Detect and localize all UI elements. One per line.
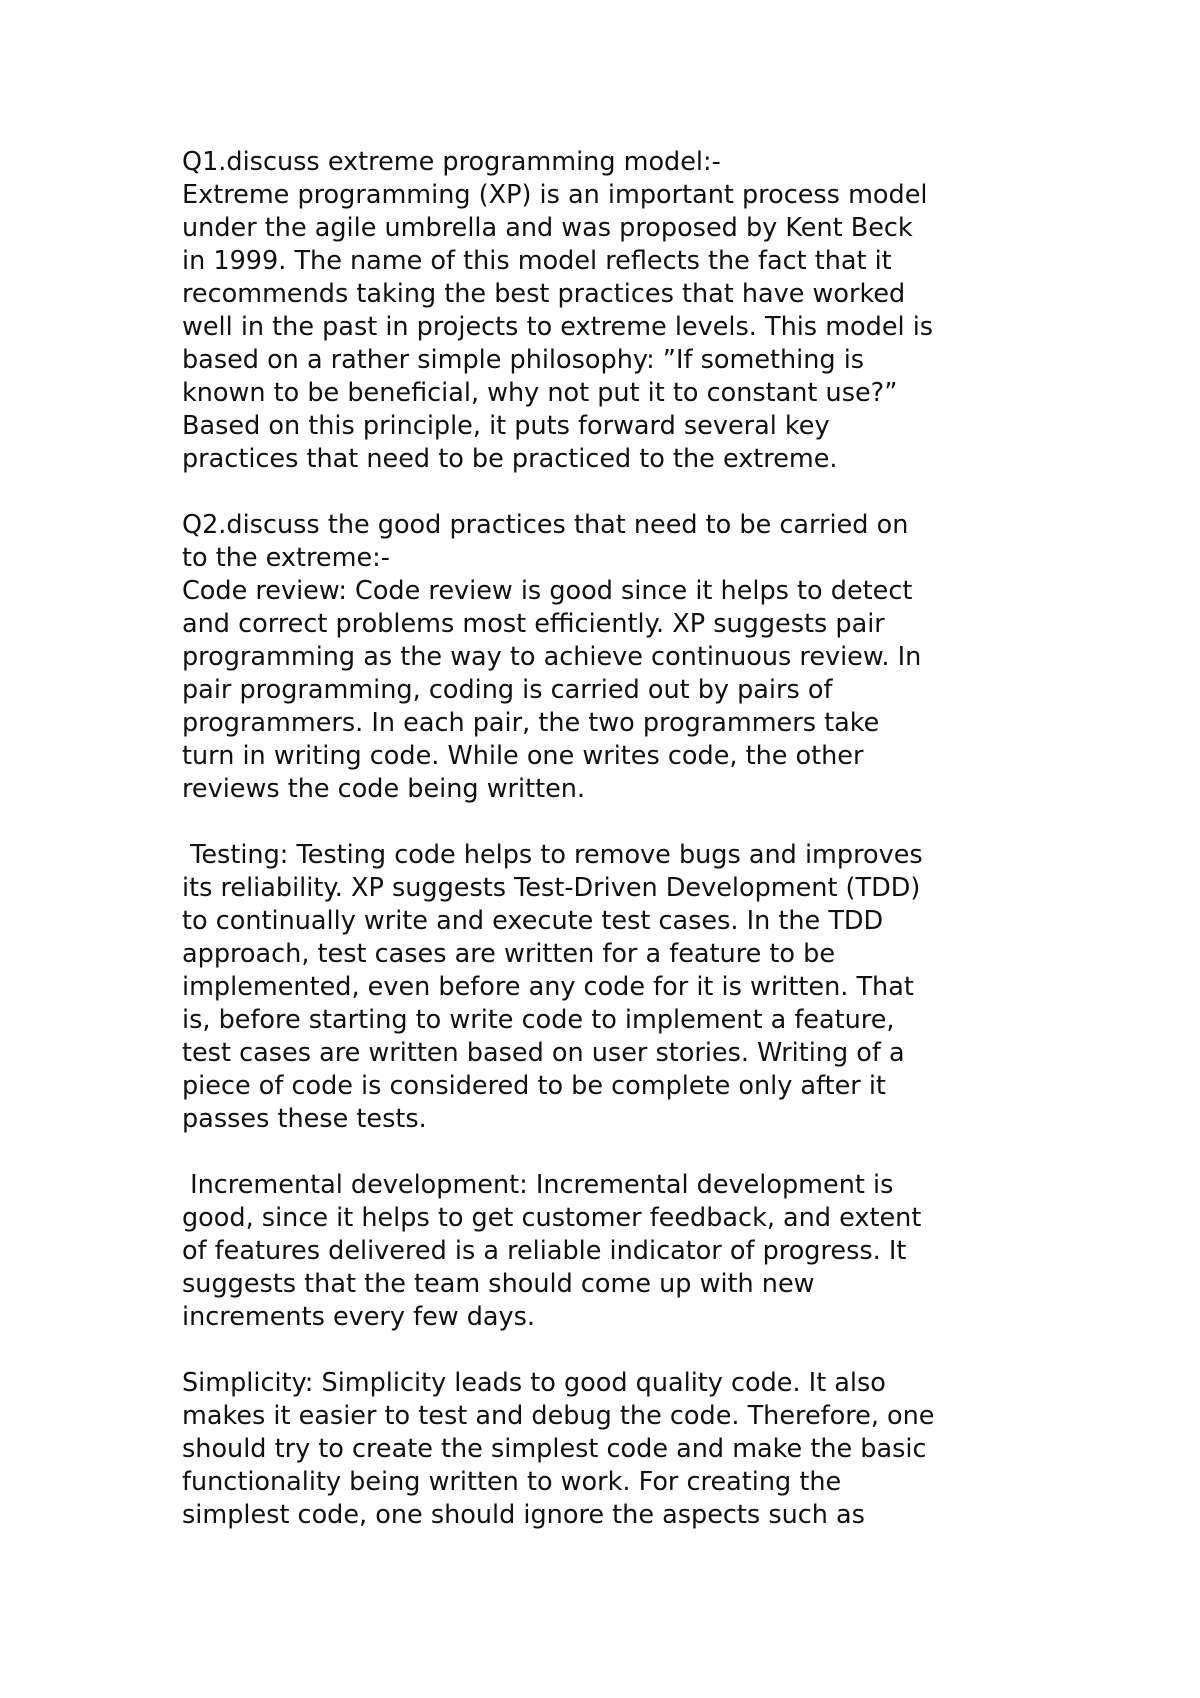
text-line: known to be beneficial, why not put it to constant use?” — [182, 378, 898, 408]
text-line: in 1999. The name of this model reflects the fact that it — [182, 246, 892, 276]
text-line: based on a rather simple philosophy: ”If something is — [182, 345, 865, 375]
text-line: turn in writing code. While one writes code, the other — [182, 741, 864, 771]
section-q2 — [182, 509, 1062, 806]
text-line: good, since it helps to get customer feedback, and extent — [182, 1203, 922, 1233]
text-line: simplest code, one should ignore the aspects such as — [182, 1500, 865, 1530]
q2-heading: Q2.discuss the good practices that need to be carried on — [182, 510, 909, 540]
text-line: is, before starting to write code to implement a feature, — [182, 1005, 895, 1035]
section-simplicity — [182, 1367, 1062, 1532]
text-line: Based on this principle, it puts forward several key — [182, 411, 830, 441]
text-line: recommends taking the best practices that have worked — [182, 279, 906, 309]
text-line: passes these tests. — [182, 1104, 427, 1134]
text-line: programmers. In each pair, the two programmers take — [182, 708, 880, 738]
paragraph-gap — [182, 806, 1062, 839]
section-incremental — [182, 1169, 1062, 1334]
text-line: suggests that the team should come up with new — [182, 1269, 815, 1299]
paragraph-gap — [182, 476, 1062, 509]
paragraph-gap — [182, 1136, 1062, 1169]
text-line: Incremental development: Incremental development is — [182, 1170, 894, 1200]
text-line: functionality being written to work. For creating the — [182, 1467, 842, 1497]
q1-heading: Q1.discuss extreme programming model:- — [182, 147, 721, 177]
text-line: test cases are written based on user stories. Writing of a — [182, 1038, 905, 1068]
text-line: should try to create the simplest code and make the basic — [182, 1434, 927, 1464]
text-line: reviews the code being written. — [182, 774, 586, 804]
text-line: its reliability. XP suggests Test-Driven Development (TDD) — [182, 873, 921, 903]
q2-heading-continued: to the extreme:- — [182, 543, 390, 573]
section-testing — [182, 839, 1062, 1136]
text-line: implemented, even before any code for it is written. That — [182, 972, 914, 1002]
paragraph-gap — [182, 1334, 1062, 1367]
document-body — [182, 146, 1062, 1532]
text-line: Code review: Code review is good since it helps to detect — [182, 576, 913, 606]
text-line: makes it easier to test and debug the code. Therefore, one — [182, 1401, 935, 1431]
text-line: to continually write and execute test cases. In the TDD — [182, 906, 884, 936]
text-line: pair programming, coding is carried out by pairs of — [182, 675, 833, 705]
text-line: well in the past in projects to extreme levels. This model is — [182, 312, 934, 342]
text-line: approach, test cases are written for a feature to be — [182, 939, 836, 969]
text-line: and correct problems most efficiently. XP suggests pair — [182, 609, 885, 639]
text-line: Simplicity: Simplicity leads to good quality code. It also — [182, 1368, 886, 1398]
text-line: of features delivered is a reliable indicator of progress. It — [182, 1236, 907, 1266]
text-line: practices that need to be practiced to the extreme. — [182, 444, 838, 474]
text-line: Testing: Testing code helps to remove bugs and improves — [182, 840, 923, 870]
text-line: under the agile umbrella and was proposed by Kent Beck — [182, 213, 913, 243]
text-line: programming as the way to achieve continuous review. In — [182, 642, 922, 672]
text-line: Extreme programming (XP) is an important process model — [182, 180, 928, 210]
text-line: piece of code is considered to be complete only after it — [182, 1071, 886, 1101]
section-q1 — [182, 146, 1062, 476]
text-line: increments every few days. — [182, 1302, 536, 1332]
